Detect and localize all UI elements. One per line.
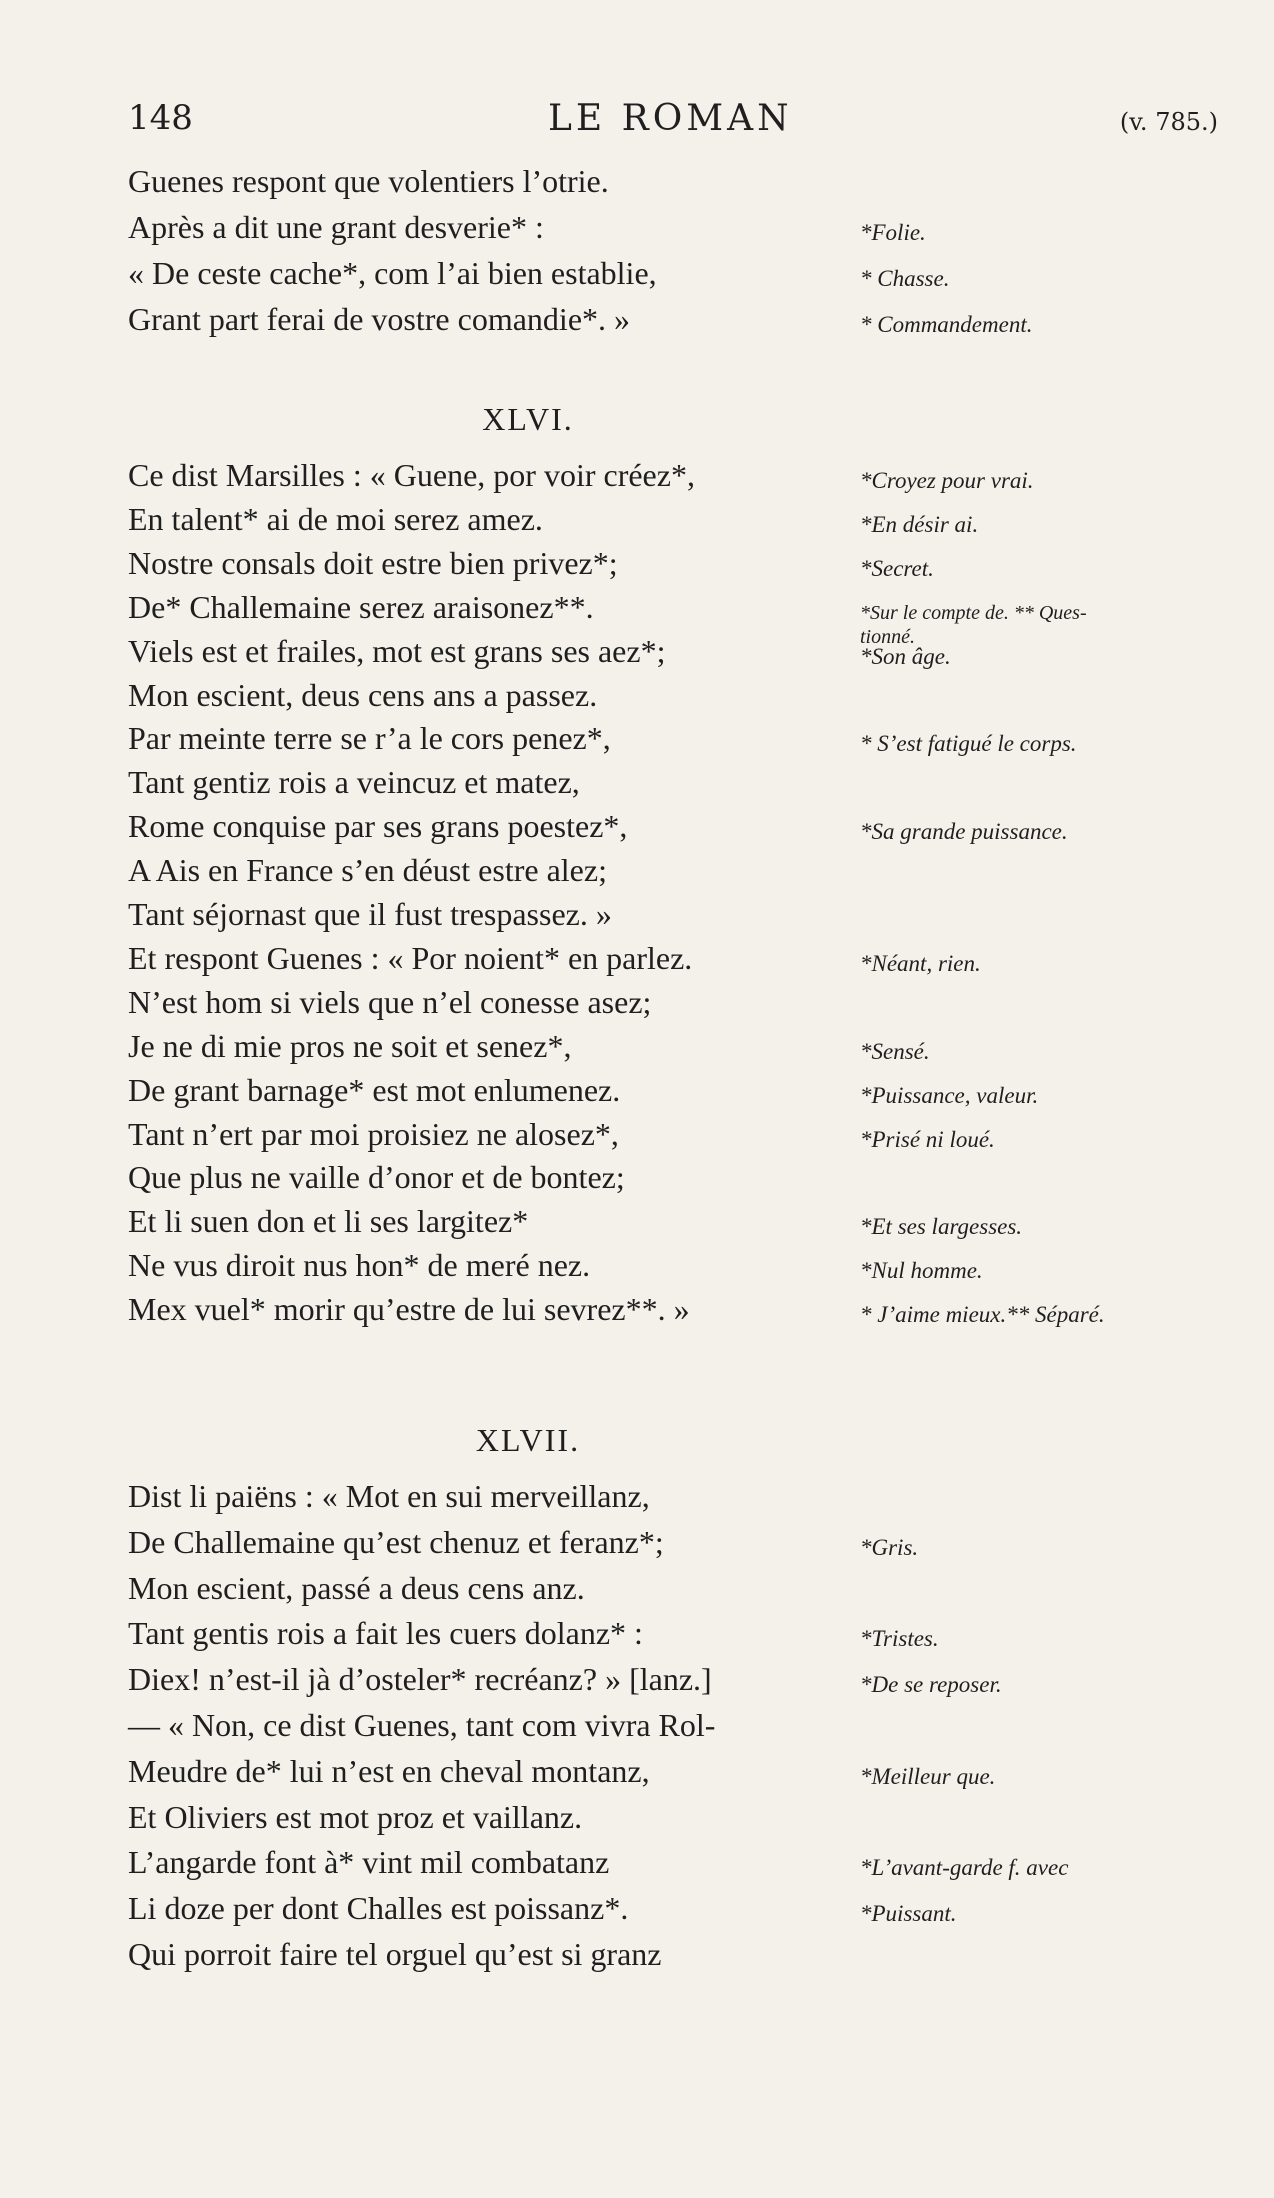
verse-line: De grant barnage* est mot enlumenez. <box>128 1071 621 1108</box>
gloss-note: * Chasse. <box>860 266 950 291</box>
verse-line: Rome conquise par ses grans poestez*, <box>128 808 628 845</box>
verse-line: N’est hom si viels que n’el conesse asez; <box>128 983 652 1020</box>
verse-line: De* Challemaine serez araisonez**. <box>128 588 594 625</box>
page-number: 148 <box>128 98 193 138</box>
gloss-note: *L’avant-garde f. avec <box>860 1855 1069 1881</box>
verse-line: Ce dist Marsilles : « Guene, por voir créez*, <box>128 457 695 493</box>
verse-line: Viels est et frailes, mot est grans ses aez*; <box>128 632 666 669</box>
gloss-note: *Secret. <box>860 555 934 581</box>
verse-line: Que plus ne vaille d’onor et de bontez; <box>128 1159 625 1196</box>
verse-line: Et li suen don et li ses largitez* <box>128 1203 529 1240</box>
gloss-note: *Nul homme. <box>860 1258 983 1284</box>
verse-line: Ne vus diroit nus hon* de meré nez. <box>128 1247 591 1284</box>
gloss-note: *Meilleur que. <box>860 1763 996 1789</box>
verse-line: En talent* ai de moi serez amez. <box>128 500 543 537</box>
gloss-note: * S’est fatigué le corps. <box>860 731 1077 757</box>
verse-line: Grant part ferai de vostre comandie*. » <box>128 301 631 337</box>
verse-line: Tant gentis rois a fait les cuers dolanz* : <box>128 1615 643 1652</box>
stanza-heading: XLVI. <box>482 401 574 437</box>
verse-line: Après a dit une grant desverie* : <box>128 209 544 245</box>
gloss-note: *Sensé. <box>860 1038 930 1064</box>
verse-line: Mon escient, passé a deus cens anz. <box>128 1569 585 1606</box>
verse-line: Mex vuel* morir qu’estre de lui sevrez**. » <box>128 1291 690 1328</box>
verse-line: Tant gentiz rois a veincuz et matez, <box>128 764 580 801</box>
gloss-note: * Commandement. <box>860 312 1033 337</box>
gloss-note: *Puissant. <box>860 1901 957 1927</box>
verse-line: Tant n’ert par moi proisiez ne alosez*, <box>128 1115 619 1152</box>
verse-line: Diex! n’est-il jà d’osteler* recréanz? » [lanz.] <box>128 1661 712 1698</box>
stanza-heading: XLVII. <box>475 1422 581 1458</box>
running-title: LE ROMAN <box>548 98 793 139</box>
gloss-note: tionné. <box>860 625 915 648</box>
gloss-note: *Folie. <box>860 220 926 245</box>
verse-reference: (v. 785.) <box>1119 108 1218 136</box>
verse-line: « De ceste cache*, com l’ai bien establie, <box>128 255 657 291</box>
running-header <box>128 98 1218 158</box>
verse-line: Guenes respont que volentiers l’otrie. <box>128 163 609 199</box>
verse-line: Par meinte terre se r’a le cors penez*, <box>128 720 611 757</box>
gloss-note: *Sur le compte de. ** Ques- <box>860 601 1087 624</box>
verse-line: Dist li paiëns : « Mot en sui merveillanz, <box>128 1478 650 1514</box>
gloss-note: *En désir ai. <box>860 511 979 537</box>
gloss-note: *Puissance, valeur. <box>860 1082 1039 1108</box>
verse-line: L’angarde font à* vint mil combatanz <box>128 1844 610 1881</box>
verse-line: Meudre de* lui n’est en cheval montanz, <box>128 1752 650 1789</box>
verse-line: Et respont Guenes : « Por noient* en parlez. <box>128 939 693 976</box>
verse-line: Je ne di mie pros ne soit et senez*, <box>128 1027 572 1064</box>
gloss-note: *Sa grande puissance. <box>860 819 1068 845</box>
gloss-note: *Son âge. <box>860 643 951 669</box>
gloss-note: *Néant, rien. <box>860 950 981 976</box>
gloss-note: *Tristes. <box>860 1626 939 1652</box>
verse-line: Qui porroit faire tel orguel qu’est si granz <box>128 1936 662 1972</box>
gloss-note: *Prisé ni loué. <box>860 1126 995 1152</box>
verse-line: Li doze per dont Challes est poissanz*. <box>128 1890 629 1927</box>
verse-line: Et Oliviers est mot proz et vaillanz. <box>128 1798 583 1835</box>
verse-line: Nostre consals doit estre bien privez*; <box>128 544 618 581</box>
gloss-note: *Gris. <box>860 1534 919 1560</box>
gloss-note: *De se reposer. <box>860 1672 1002 1698</box>
verse-line: — « Non, ce dist Guenes, tant com vivra Rol- <box>128 1707 716 1743</box>
gloss-note: * J’aime mieux.** Séparé. <box>860 1302 1105 1328</box>
verse-line: De Challemaine qu’est chenuz et feranz*; <box>128 1523 664 1560</box>
verse-line: A Ais en France s’en déust estre alez; <box>128 852 607 889</box>
gloss-note: *Et ses largesses. <box>860 1214 1023 1240</box>
verse-line: Mon escient, deus cens ans a passez. <box>128 676 598 713</box>
verse-line: Tant séjornast que il fust trespassez. » <box>128 896 612 932</box>
gloss-note: *Croyez pour vrai. <box>860 468 1034 493</box>
